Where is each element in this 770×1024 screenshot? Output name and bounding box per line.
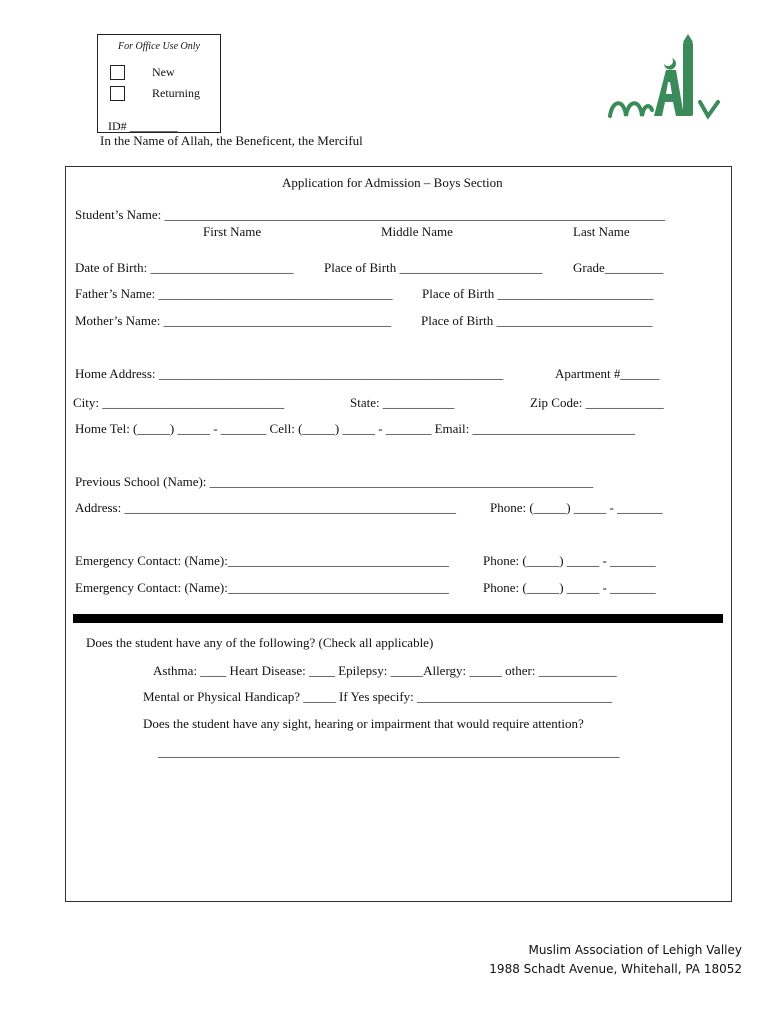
- emergency-contact-2-phone-field[interactable]: Phone: (_____) _____ - _______: [483, 580, 656, 595]
- new-checkbox[interactable]: [110, 65, 125, 80]
- date-of-birth-field[interactable]: Date of Birth: ______________________: [75, 260, 294, 275]
- health-question: Does the student have any of the following? (Check all applicable): [86, 635, 434, 650]
- middle-name-label: Middle Name: [381, 224, 453, 239]
- previous-school-address-field[interactable]: Address: ___________________________________________________: [75, 500, 456, 515]
- malv-logo: [604, 30, 724, 122]
- student-name-field[interactable]: Student’s Name: _____________________________________________________________________________: [75, 207, 666, 222]
- footer-organization: Muslim Association of Lehigh Valley: [528, 943, 742, 957]
- father-name-field[interactable]: Father’s Name: ____________________________________: [75, 286, 393, 301]
- apartment-field[interactable]: Apartment #______: [555, 366, 660, 381]
- returning-checkbox[interactable]: [110, 86, 125, 101]
- new-label: New: [152, 65, 175, 79]
- footer-address: 1988 Schadt Avenue, Whitehall, PA 18052: [489, 962, 742, 976]
- place-of-birth-field[interactable]: Place of Birth ______________________: [324, 260, 543, 275]
- office-use-title: For Office Use Only: [118, 41, 200, 52]
- home-address-field[interactable]: Home Address: _____________________________________________________: [75, 366, 504, 381]
- office-use-box: [97, 34, 221, 133]
- bismillah-text: In the Name of Allah, the Beneficent, the Merciful: [100, 133, 363, 148]
- form-title: Application for Admission – Boys Section: [282, 175, 503, 190]
- conditions-field[interactable]: Asthma: ____ Heart Disease: ____ Epilepsy: _____Allergy: _____ other: ____________: [153, 663, 617, 678]
- previous-school-phone-field[interactable]: Phone: (_____) _____ - _______: [490, 500, 663, 515]
- section-divider: [73, 614, 723, 623]
- father-pob-field[interactable]: Place of Birth ________________________: [422, 286, 654, 301]
- impairment-answer-line[interactable]: _______________________________________________________________________: [158, 744, 620, 759]
- emergency-contact-2-field[interactable]: Emergency Contact: (Name):__________________________________: [75, 580, 449, 595]
- id-field[interactable]: ID# ________: [108, 119, 178, 133]
- first-name-label: First Name: [203, 224, 262, 239]
- emergency-contact-1-phone-field[interactable]: Phone: (_____) _____ - _______: [483, 553, 656, 568]
- handicap-field[interactable]: Mental or Physical Handicap? _____ If Yes specify: ______________________________: [143, 689, 613, 704]
- emergency-contact-1-field[interactable]: Emergency Contact: (Name):__________________________________: [75, 553, 449, 568]
- city-field[interactable]: City: ____________________________: [73, 395, 285, 410]
- grade-field[interactable]: Grade_________: [573, 260, 664, 275]
- mother-name-field[interactable]: Mother’s Name: ___________________________________: [75, 313, 392, 328]
- application-form: [65, 166, 732, 902]
- returning-label: Returning: [152, 86, 200, 100]
- state-field[interactable]: State: ___________: [350, 395, 455, 410]
- mother-pob-field[interactable]: Place of Birth ________________________: [421, 313, 653, 328]
- previous-school-field[interactable]: Previous School (Name): ___________________________________________________________: [75, 474, 594, 489]
- phone-email-field[interactable]: Home Tel: (_____) _____ - _______ Cell: (_____) _____ - _______ Email: _________________________: [75, 421, 635, 436]
- last-name-label: Last Name: [573, 224, 630, 239]
- zip-field[interactable]: Zip Code: ____________: [530, 395, 664, 410]
- impairment-question: Does the student have any sight, hearing or impairment that would require attention?: [143, 716, 584, 731]
